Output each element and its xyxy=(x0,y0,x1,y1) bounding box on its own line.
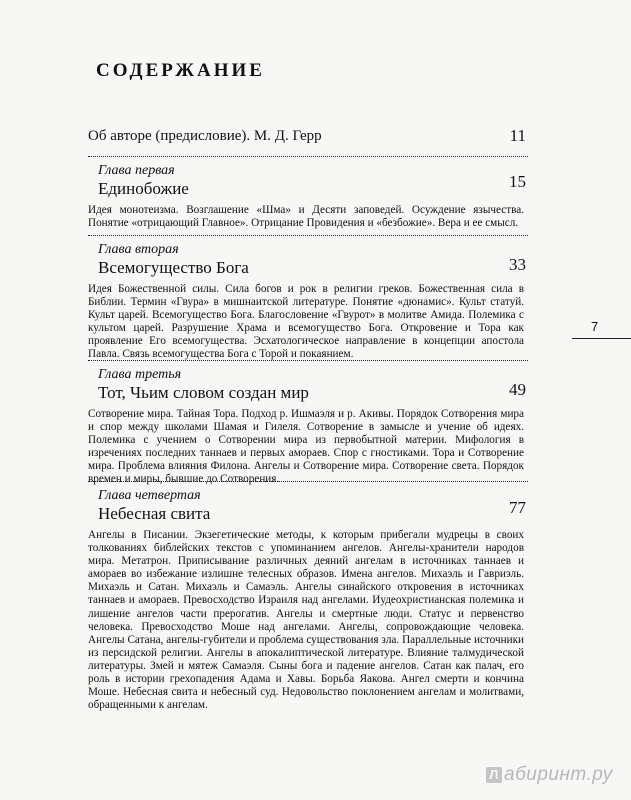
dotted-divider xyxy=(88,360,528,361)
chapter-description: Сотворение мира. Тайная Тора. Подход р. Ишмаэля и р. Акивы. Порядок Сотворения мира и спор между школами Шамая и Гилеля. Сотворение в замысле и учение об идеях. Полемика с учением о Сотворении мира из первобытной материи. Мифология в изречениях последних таннаев и первых амораев. Спор с гностиками. Тора и Сотворение мира. Проблема влияния Филона. Ангелы и Сотворение мира. Сотворение света. Порядок времен и миры, бывшие до Сотворения. xyxy=(88,408,524,486)
preface-title: Об авторе (предисловие). М. Д. Герр xyxy=(88,128,322,144)
toc-entry-chapter-4[interactable] xyxy=(88,481,524,712)
page-title: СОДЕРЖАНИЕ xyxy=(96,60,265,81)
chapter-label: Глава третья xyxy=(98,367,182,382)
chapter-label: Глава вторая xyxy=(98,242,179,257)
chapter-page-number: 33 xyxy=(509,255,526,274)
chapter-page-number: 15 xyxy=(509,172,526,191)
side-page-number: 7 xyxy=(591,319,599,334)
chapter-title: Небесная свита xyxy=(98,504,211,523)
dotted-divider xyxy=(88,481,528,482)
chapter-title: Тот, Чьим словом создан мир xyxy=(98,383,309,402)
chapter-title: Единобожие xyxy=(98,179,189,198)
preface-page-number: 11 xyxy=(509,126,526,145)
chapter-label: Глава первая xyxy=(98,163,175,178)
dotted-divider xyxy=(88,235,528,236)
watermark xyxy=(486,764,613,786)
toc-entry-preface[interactable] xyxy=(88,127,524,145)
chapter-description: Идея Божественной силы. Сила богов и рок в религии греков. Божественная сила в Библии. Термин «Гвура» в мишнаитской литературе. Понятие «дюнамис». Культ статуй. Культ царей. Всемогущество Бога. Благословение «Гвурот» в молитве Амида. Полемика с культом царей. Разрушение Храма и всемогущество Бога. Откровение и Тора как проявление Его всемогущества. Эсхатологическое направление в концепции апостола Павла. Связь всемогущества Бога с Торой и покаянием. xyxy=(88,283,524,361)
dotted-divider xyxy=(88,156,528,157)
toc-entry-chapter-2[interactable] xyxy=(88,235,524,362)
chapter-label: Глава четвертая xyxy=(98,488,201,503)
chapter-description: Ангелы в Писании. Экзегетические методы, к которым прибегали мудрецы в своих толкованиях библейских текстов с упоминанием ангелов. Ангелы-хранители народов мира. Метатрон. Приписывание различных деяний ангелам в источниках таннаев и амораев во избежание излишне телесных образов. Имена ангелов. Михаэль и Гавриэль. Михаэль и Сатан. Михаэль и Самаэль. Ангелы синайского откровения в источниках таннаев и амораев. Превосходство Израиля над ангелами. Иудеохристианская полемика и лишение ангелов части прерогатив. Ангелы и смертные люди. Статус и первенство человека. Превосходство Моше над ангелами. Ангелы, сопровождающие человека. Ангелы Сатана, ангелы-губители и проблема существования зла. Параллельные источники из персидской религии. Ангелы в апокалиптической литературе. Влияние талмудической литературы. Змей и мятеж Самаэля. Сыны бога и падение ангелов. Сатан как палач, его роль в истории грехопадения Адама и Хавы. Борьба Яакова. Ангел смерти и кончина Моше. Небесная свита и небесный суд. Недовольство поклонением ангелам и молитвами, обращенными к ангелам. xyxy=(88,529,524,712)
watermark-text: абиринт.ру xyxy=(504,764,613,785)
chapter-page-number: 49 xyxy=(509,380,526,399)
toc-entry-chapter-1[interactable] xyxy=(88,156,524,230)
chapter-description: Идея монотеизма. Возглашение «Шма» и Десяти заповедей. Осуждение язычества. Понятие «отрицающий Главное». Отрицание Провидения и «безбожие». Вера и ее смысл. xyxy=(88,204,524,230)
chapter-page-number: 77 xyxy=(509,498,526,517)
side-divider xyxy=(572,338,631,339)
labirint-logo-icon: Л xyxy=(486,767,502,783)
chapter-title: Всемогущество Бога xyxy=(98,258,249,277)
toc-entry-chapter-3[interactable] xyxy=(88,360,524,487)
